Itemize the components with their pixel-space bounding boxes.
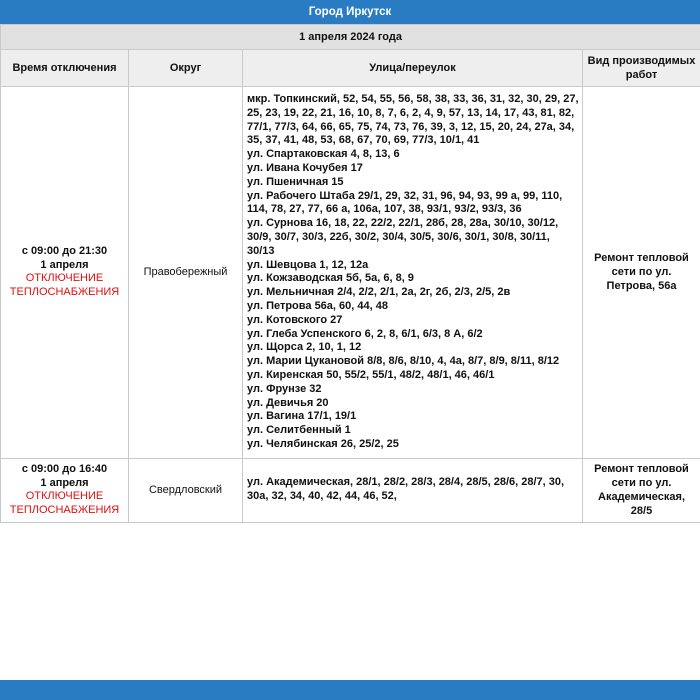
streets-cell — [243, 87, 583, 459]
district-cell: Свердловский — [129, 458, 243, 522]
date-row — [1, 25, 700, 50]
street-item: ул. Челябинская 26, 25/2, 25 — [247, 437, 399, 450]
street-item: ул. Шевцова 1, 12, 12а — [247, 258, 369, 271]
outage-type-line-1: ОТКЛЮЧЕНИЕ — [25, 490, 104, 503]
header-time: Время отключения — [1, 50, 129, 87]
time-day: 1 апреля — [40, 476, 89, 489]
street-item: ул. Пшеничная 15 — [247, 175, 344, 188]
street-item: ул. Вагина 17/1, 19/1 — [247, 410, 357, 423]
streets-cell — [243, 458, 583, 522]
street-item: ул. Марии Цукановой 8/8, 8/6, 8/10, 4, 4а, 8/7, 8/9, 8/11, 8/12 — [247, 355, 560, 368]
footer-bar — [0, 680, 700, 700]
street-item: ул. Сурнова 16, 18, 22, 22/2, 22/1, 28б, 28, 28а, 30/10, 30/12, 30/9, 30/7, 30/3, 22б, 30/2, 30/4, 30/5, 30/6, 30/1, 30/8, 30/11, 30/13 — [247, 217, 559, 257]
header-street: Улица/переулок — [243, 50, 583, 87]
outage-type-line-2: ТЕПЛОСНАБЖЕНИЯ — [9, 285, 120, 298]
table-row — [1, 458, 700, 522]
street-item: ул. Девичья 20 — [247, 396, 329, 409]
work-type-cell: Ремонт тепловой сети по ул. Академическая, 28/5 — [583, 458, 700, 522]
outage-type-line-1: ОТКЛЮЧЕНИЕ — [25, 272, 104, 285]
street-item: ул. Кожзаводская 5б, 5а, 6, 8, 9 — [247, 272, 414, 285]
header-row — [1, 50, 700, 87]
district-cell: Правобережный — [129, 87, 243, 459]
street-item: ул. Щорса 2, 10, 1, 12 — [247, 341, 362, 354]
date-label: 1 апреля 2024 года — [1, 25, 700, 50]
street-item: ул. Спартаковская 4, 8, 13, 6 — [247, 148, 400, 161]
work-type-cell: Ремонт тепловой сети по ул. Петрова, 56а — [583, 87, 700, 459]
street-item: ул. Академическая, 28/1, 28/2, 28/3, 28/4, 28/5, 28/6, 28/7, 30, 30а, 32, 34, 40, 42, 44, 46, 52, — [247, 476, 565, 503]
time-cell — [1, 87, 129, 459]
street-item: ул. Киренская 50, 55/2, 55/1, 48/2, 48/1, 46, 46/1 — [247, 368, 495, 381]
street-item: мкр. Топкинский, 52, 54, 55, 56, 58, 38, 33, 36, 31, 32, 30, 29, 27, 25, 23, 19, 22, 21, 16, 10, 8, 7, 6, 2, 4, 9, 57, 13, 14, 17, 43, 81, 82, 77/1, 77/3, 64, 66, 65, 75, 74, 73, 76, 39, 3, 12, 15, 20, 24, 27а, 34, 35, 37, 41, 48, 53, 68, 67, 70, 69, 77/3, 10/1, 41 — [247, 93, 579, 147]
street-item: ул. Ивана Кочубея 17 — [247, 161, 363, 174]
street-item: ул. Мельничная 2/4, 2/2, 2/1, 2а, 2г, 2б, 2/3, 2/5, 2в — [247, 286, 511, 299]
table-row — [1, 87, 700, 459]
street-item: ул. Селитбенный 1 — [247, 424, 351, 437]
street-item: ул. Глеба Успенского 6, 2, 8, 6/1, 6/3, 8 А, 6/2 — [247, 327, 483, 340]
street-item: ул. Рабочего Штаба 29/1, 29, 32, 31, 96, 94, 93, 99 а, 99, 110, 114, 78, 27, 77, 66 а, 106а, 107, 38, 93/1, 93/2, 93/3, 36 — [247, 189, 563, 216]
time-range: с 09:00 до 16:40 — [21, 463, 108, 476]
page-title: Город Иркутск — [0, 0, 700, 24]
header-work-type: Вид производимых работ — [583, 50, 700, 87]
time-range: с 09:00 до 21:30 — [21, 245, 108, 258]
header-district: Округ — [129, 50, 243, 87]
street-item: ул. Петрова 56а, 60, 44, 48 — [247, 299, 388, 312]
outage-schedule-table — [0, 24, 700, 523]
street-item: ул. Котовского 27 — [247, 313, 343, 326]
street-item: ул. Фрунзе 32 — [247, 382, 322, 395]
time-cell — [1, 458, 129, 522]
outage-type-line-2: ТЕПЛОСНАБЖЕНИЯ — [9, 503, 120, 516]
time-day: 1 апреля — [40, 258, 89, 271]
